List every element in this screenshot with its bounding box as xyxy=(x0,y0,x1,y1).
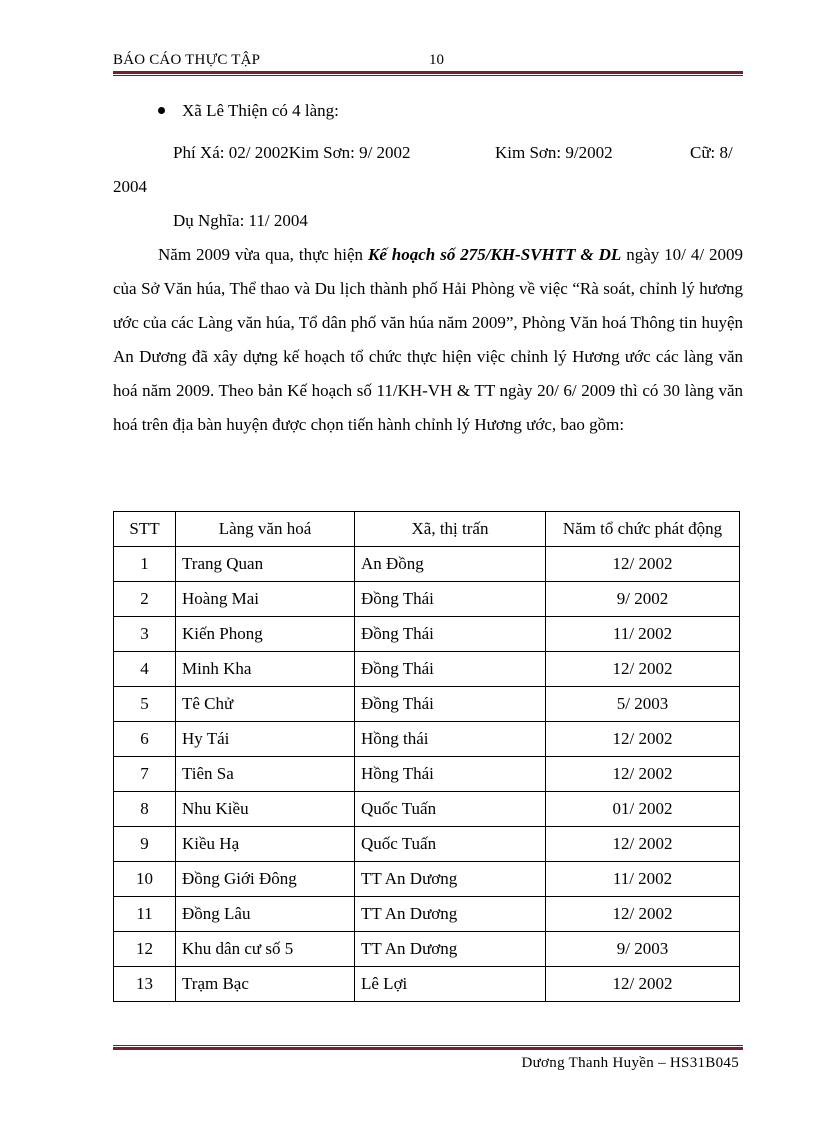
page-number: 10 xyxy=(429,52,444,68)
cell-stt: 1 xyxy=(114,547,176,582)
cell-year: 12/ 2002 xyxy=(546,652,740,687)
paragraph-emphasis: Kế hoạch số 275/KH-SVHTT & DL xyxy=(367,245,622,264)
cell-year: 11/ 2002 xyxy=(546,862,740,897)
table-row xyxy=(114,652,740,687)
cell-village: Trạm Bạc xyxy=(176,967,355,1002)
cell-village: Trang Quan xyxy=(176,547,355,582)
dates-line-part-b: Kim Sơn: 9/2002 xyxy=(495,143,613,162)
cell-year: 12/ 2002 xyxy=(546,547,740,582)
villages-table xyxy=(113,511,740,1002)
cell-village: Tiên Sa xyxy=(176,757,355,792)
table-row xyxy=(114,582,740,617)
cell-village: Hy Tái xyxy=(176,722,355,757)
header-rule xyxy=(113,71,743,76)
header-year: Năm tổ chức phát động xyxy=(546,512,740,547)
header-village: Làng văn hoá xyxy=(176,512,355,547)
cell-commune: Quốc Tuấn xyxy=(355,827,546,862)
cell-stt: 2 xyxy=(114,582,176,617)
cell-stt: 8 xyxy=(114,792,176,827)
cell-stt: 6 xyxy=(114,722,176,757)
table-row xyxy=(114,932,740,967)
cell-year: 12/ 2002 xyxy=(546,827,740,862)
table-row xyxy=(114,757,740,792)
cell-commune: Hồng Thái xyxy=(355,757,546,792)
body-paragraph xyxy=(113,238,743,442)
cell-year: 12/ 2002 xyxy=(546,757,740,792)
cell-commune: Hồng thái xyxy=(355,722,546,757)
cell-stt: 5 xyxy=(114,687,176,722)
dates-line-part-d: 2004 xyxy=(113,177,147,196)
cell-village: Tê Chử xyxy=(176,687,355,722)
cell-village: Kiến Phong xyxy=(176,617,355,652)
table-row xyxy=(114,687,740,722)
paragraph-rest: ngày 10/ 4/ 2009 của Sở Văn húa, Thể thao và Du lịch thành phố Hải Phòng về việc “Rà soát, chỉnh lý hương ước của các Làng văn húa, Tổ dân phố văn húa năm 2009”, Phòng Văn hoá Thông tin huyện An Dương đã xây dựng kế hoạch tổ chức thực hiện việc chỉnh lý Hương ước các làng văn hoá năm 2009. Theo bản Kế hoạch số 11/KH-VH & TT ngày 20/ 6/ 2009 thì có 30 làng văn hoá trên địa bàn huyện được chọn tiến hành chỉnh lý Hương ước, bao gồm: xyxy=(113,245,743,434)
bullet-icon xyxy=(158,107,165,114)
cell-year: 12/ 2002 xyxy=(546,897,740,932)
cell-commune: Quốc Tuấn xyxy=(355,792,546,827)
cell-year: 01/ 2002 xyxy=(546,792,740,827)
table-header-row xyxy=(114,512,740,547)
table-row xyxy=(114,967,740,1002)
cell-commune: Đồng Thái xyxy=(355,617,546,652)
cell-stt: 4 xyxy=(114,652,176,687)
report-title: BÁO CÁO THỰC TẬP xyxy=(113,52,261,68)
cell-stt: 9 xyxy=(114,827,176,862)
dates-line-part-c: Cữ: 8/ xyxy=(690,143,733,162)
cell-commune: TT An Dương xyxy=(355,897,546,932)
header-commune: Xã, thị trấn xyxy=(355,512,546,547)
header-stt: STT xyxy=(114,512,176,547)
cell-year: 11/ 2002 xyxy=(546,617,740,652)
bullet-text: Xã Lê Thiện có 4 làng: xyxy=(182,101,339,120)
cell-commune: Đồng Thái xyxy=(355,687,546,722)
cell-commune: Đồng Thái xyxy=(355,582,546,617)
cell-year: 5/ 2003 xyxy=(546,687,740,722)
table-row xyxy=(114,617,740,652)
cell-stt: 7 xyxy=(114,757,176,792)
cell-commune: An Đồng xyxy=(355,547,546,582)
table-row xyxy=(114,722,740,757)
table-row xyxy=(114,897,740,932)
cell-year: 12/ 2002 xyxy=(546,967,740,1002)
cell-stt: 11 xyxy=(114,897,176,932)
cell-commune: Đồng Thái xyxy=(355,652,546,687)
cell-year: 12/ 2002 xyxy=(546,722,740,757)
cell-village: Minh Kha xyxy=(176,652,355,687)
cell-commune: Lê Lợi xyxy=(355,967,546,1002)
cell-stt: 13 xyxy=(114,967,176,1002)
page-header xyxy=(113,50,743,72)
cell-commune: TT An Dương xyxy=(355,932,546,967)
cell-village: Khu dân cư số 5 xyxy=(176,932,355,967)
dates-line-part-e: Dụ Nghĩa: 11/ 2004 xyxy=(173,211,308,230)
table-row xyxy=(114,792,740,827)
footer-author: Dương Thanh Huyền – HS31B045 xyxy=(521,1055,739,1071)
cell-village: Nhu Kiều xyxy=(176,792,355,827)
bullet-item xyxy=(158,101,339,121)
cell-village: Hoàng Mai xyxy=(176,582,355,617)
cell-stt: 10 xyxy=(114,862,176,897)
cell-commune: TT An Dương xyxy=(355,862,546,897)
table-row xyxy=(114,827,740,862)
cell-village: Đồng Giới Đông xyxy=(176,862,355,897)
cell-year: 9/ 2003 xyxy=(546,932,740,967)
cell-village: Đồng Lâu xyxy=(176,897,355,932)
footer-rule xyxy=(113,1045,743,1050)
paragraph-lead: Năm 2009 vừa qua, thực hiện xyxy=(158,245,368,264)
table-row xyxy=(114,547,740,582)
table-row xyxy=(114,862,740,897)
cell-stt: 3 xyxy=(114,617,176,652)
cell-village: Kiều Hạ xyxy=(176,827,355,862)
cell-year: 9/ 2002 xyxy=(546,582,740,617)
dates-line-part-a: Phí Xá: 02/ 2002Kim Sơn: 9/ 2002 xyxy=(173,143,411,162)
cell-stt: 12 xyxy=(114,932,176,967)
